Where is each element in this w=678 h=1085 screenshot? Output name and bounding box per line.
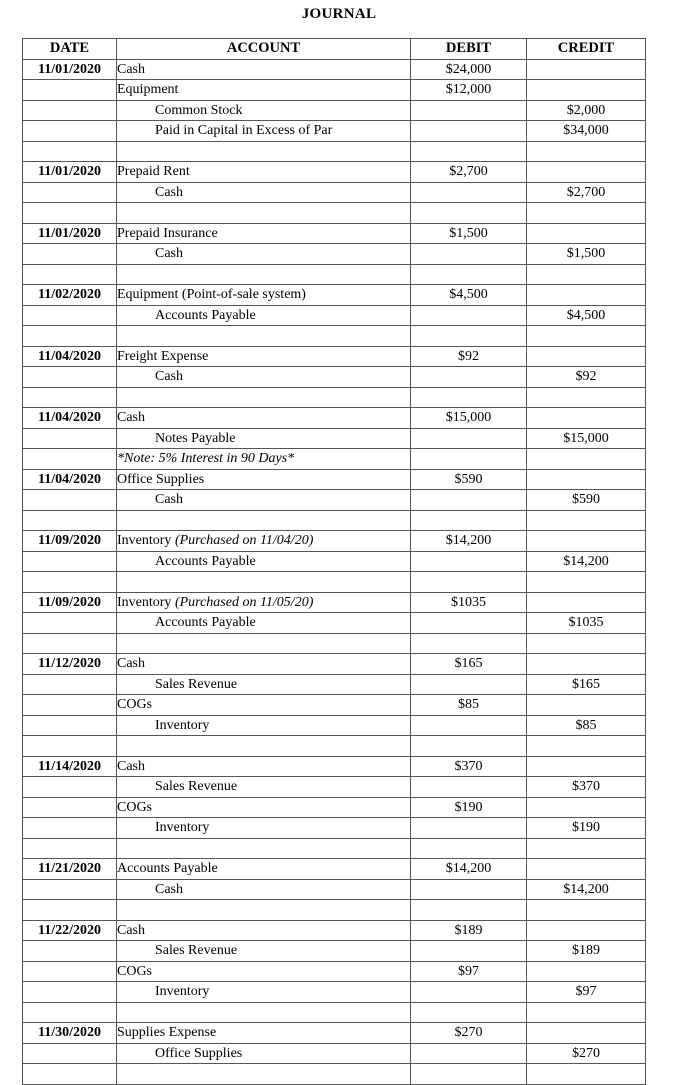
debit-cell [411,715,527,736]
date-cell [23,428,117,449]
credit-cell [527,859,646,880]
account-cell [117,818,411,839]
date-cell [23,141,117,162]
date-cell [23,1002,117,1023]
debit-cell: $4,500 [411,285,527,306]
date-cell [23,715,117,736]
account-name: Paid in Capital in Excess of Par [155,123,333,139]
credit-cell [527,326,646,347]
date-cell: 11/09/2020 [23,592,117,613]
account-name: Inventory [117,533,172,549]
credit-cell [527,387,646,408]
debit-cell [411,572,527,593]
debit-cell [411,100,527,121]
credit-cell [527,346,646,367]
table-row [23,1002,646,1023]
account-cell [117,490,411,511]
account-cell [117,1043,411,1064]
table-row [23,469,646,490]
account-name: COGs [117,963,153,979]
date-cell: 11/04/2020 [23,346,117,367]
table-row [23,1064,646,1085]
date-cell: 11/01/2020 [23,59,117,80]
table-row [23,941,646,962]
debit-cell: $12,000 [411,80,527,101]
credit-cell [527,1023,646,1044]
credit-cell [527,203,646,224]
table-row [23,674,646,695]
account-name: Inventory [155,717,210,733]
account-cell [117,223,411,244]
table-row [23,592,646,613]
debit-cell: $14,200 [411,859,527,880]
date-cell [23,818,117,839]
header-row [23,39,646,60]
credit-cell [527,469,646,490]
account-cell [117,920,411,941]
account-cell [117,367,411,388]
debit-cell: $97 [411,961,527,982]
account-name: Cash [155,881,183,897]
account-cell [117,469,411,490]
credit-cell [527,285,646,306]
credit-cell [527,141,646,162]
journal-table [22,38,646,1085]
date-cell: 11/21/2020 [23,859,117,880]
account-name: Equipment [117,82,179,98]
table-row [23,223,646,244]
account-cell [117,326,411,347]
date-cell [23,613,117,634]
account-header: ACCOUNT [117,39,411,60]
date-cell [23,879,117,900]
account-cell [117,715,411,736]
date-cell [23,900,117,921]
table-row [23,305,646,326]
credit-cell: $590 [527,490,646,511]
debit-cell [411,941,527,962]
date-cell [23,1043,117,1064]
account-name: Freight Expense [117,348,209,364]
credit-cell [527,900,646,921]
account-cell [117,941,411,962]
debit-cell: $165 [411,654,527,675]
debit-cell [411,551,527,572]
account-name: Cash [117,656,145,672]
credit-cell [527,572,646,593]
debit-cell [411,141,527,162]
credit-cell [527,756,646,777]
credit-cell: $370 [527,777,646,798]
journal-body [23,59,646,1084]
date-cell [23,100,117,121]
account-name: Inventory [117,594,172,610]
debit-cell [411,428,527,449]
date-cell [23,797,117,818]
credit-cell [527,920,646,941]
date-cell [23,490,117,511]
table-row [23,244,646,265]
credit-cell [527,510,646,531]
table-row [23,879,646,900]
account-cell [117,100,411,121]
date-cell [23,777,117,798]
date-cell [23,449,117,470]
account-name: Equipment (Point-of-sale system) [117,287,306,303]
date-cell: 11/14/2020 [23,756,117,777]
credit-cell [527,633,646,654]
account-note: (Purchased on 11/04/20) [174,533,314,549]
account-cell [117,285,411,306]
debit-cell [411,982,527,1003]
debit-cell [411,838,527,859]
table-row [23,490,646,511]
account-name: Sales Revenue [155,676,238,692]
table-row [23,182,646,203]
account-name: Notes Payable [155,430,236,446]
debit-cell [411,1043,527,1064]
account-name: Sales Revenue [155,943,238,959]
account-cell [117,695,411,716]
date-cell [23,982,117,1003]
debit-cell [411,203,527,224]
debit-cell [411,900,527,921]
table-row [23,736,646,757]
account-name: Cash [117,758,145,774]
debit-cell [411,367,527,388]
date-cell: 11/22/2020 [23,920,117,941]
table-row [23,818,646,839]
debit-cell [411,490,527,511]
table-row [23,695,646,716]
date-cell [23,736,117,757]
table-row [23,203,646,224]
table-row [23,449,646,470]
credit-cell [527,408,646,429]
account-cell [117,736,411,757]
table-row [23,285,646,306]
account-cell [117,428,411,449]
date-cell [23,633,117,654]
credit-cell [527,531,646,552]
table-row [23,1043,646,1064]
account-name: Cash [117,410,145,426]
table-row [23,654,646,675]
date-cell [23,572,117,593]
table-row [23,121,646,142]
debit-cell [411,182,527,203]
account-cell [117,59,411,80]
credit-cell [527,80,646,101]
date-cell [23,387,117,408]
account-cell [117,1023,411,1044]
table-row [23,756,646,777]
credit-cell: $1,500 [527,244,646,265]
debit-cell [411,510,527,531]
date-cell [23,941,117,962]
account-name: Accounts Payable [155,553,256,569]
account-name: COGs [117,697,153,713]
date-cell [23,1064,117,1085]
date-cell [23,695,117,716]
debit-cell: $14,200 [411,531,527,552]
account-cell [117,879,411,900]
credit-cell [527,654,646,675]
date-header: DATE [23,39,117,60]
credit-cell [527,59,646,80]
debit-cell [411,633,527,654]
account-name: Cash [155,492,183,508]
account-name: Sales Revenue [155,779,238,795]
account-cell [117,838,411,859]
table-row [23,162,646,183]
account-cell [117,613,411,634]
table-row [23,859,646,880]
account-name: *Note: 5% Interest in 90 Days* [117,451,295,467]
debit-cell [411,736,527,757]
debit-cell: $190 [411,797,527,818]
date-cell [23,961,117,982]
table-row [23,387,646,408]
debit-cell [411,121,527,142]
credit-cell: $34,000 [527,121,646,142]
account-name: Cash [155,369,183,385]
credit-cell: $97 [527,982,646,1003]
debit-cell [411,879,527,900]
debit-cell: $270 [411,1023,527,1044]
table-row [23,531,646,552]
date-cell [23,674,117,695]
table-row [23,408,646,429]
account-cell [117,244,411,265]
account-cell [117,551,411,572]
credit-cell [527,695,646,716]
table-row [23,367,646,388]
table-row [23,838,646,859]
account-cell [117,756,411,777]
debit-cell [411,264,527,285]
account-name: Office Supplies [155,1045,243,1061]
debit-cell [411,244,527,265]
credit-cell: $190 [527,818,646,839]
table-row [23,80,646,101]
account-name: Cash [155,184,183,200]
credit-cell [527,736,646,757]
table-row [23,428,646,449]
credit-cell: $92 [527,367,646,388]
account-cell [117,777,411,798]
debit-cell: $189 [411,920,527,941]
date-cell: 11/04/2020 [23,408,117,429]
account-note: (Purchased on 11/05/20) [174,594,314,610]
date-cell [23,244,117,265]
account-cell [117,510,411,531]
account-cell [117,572,411,593]
credit-cell: $4,500 [527,305,646,326]
date-cell [23,264,117,285]
debit-cell [411,613,527,634]
account-cell [117,1002,411,1023]
account-cell [117,305,411,326]
account-cell [117,531,411,552]
date-cell [23,80,117,101]
account-cell [117,387,411,408]
debit-cell: $85 [411,695,527,716]
account-name: Cash [117,61,145,77]
debit-cell: $1,500 [411,223,527,244]
date-cell [23,510,117,531]
credit-cell: $15,000 [527,428,646,449]
credit-cell [527,592,646,613]
table-row [23,961,646,982]
account-cell [117,121,411,142]
date-cell [23,182,117,203]
table-row [23,633,646,654]
credit-cell: $165 [527,674,646,695]
date-cell [23,326,117,347]
page-title: JOURNAL [301,6,377,22]
debit-cell: $370 [411,756,527,777]
account-name: Inventory [155,984,210,1000]
table-row [23,326,646,347]
account-cell [117,674,411,695]
account-cell [117,162,411,183]
account-cell [117,449,411,470]
credit-cell: $14,200 [527,879,646,900]
table-row [23,100,646,121]
credit-cell: $2,700 [527,182,646,203]
account-cell [117,900,411,921]
account-name: COGs [117,799,153,815]
debit-cell [411,305,527,326]
account-name: Cash [117,922,145,938]
account-cell [117,654,411,675]
debit-cell: $2,700 [411,162,527,183]
credit-cell: $189 [527,941,646,962]
table-row [23,715,646,736]
credit-cell [527,162,646,183]
credit-cell [527,223,646,244]
account-cell [117,182,411,203]
date-cell: 11/02/2020 [23,285,117,306]
credit-cell [527,1002,646,1023]
date-cell: 11/09/2020 [23,531,117,552]
account-cell [117,1064,411,1085]
table-row [23,982,646,1003]
debit-cell [411,1002,527,1023]
date-cell: 11/04/2020 [23,469,117,490]
account-cell [117,859,411,880]
debit-header: DEBIT [411,39,527,60]
credit-cell: $85 [527,715,646,736]
table-row [23,264,646,285]
date-cell: 11/01/2020 [23,223,117,244]
table-row [23,510,646,531]
credit-cell [527,264,646,285]
credit-cell: $2,000 [527,100,646,121]
debit-cell [411,449,527,470]
debit-cell [411,1064,527,1085]
debit-cell [411,777,527,798]
table-row [23,141,646,162]
account-cell [117,141,411,162]
account-cell [117,346,411,367]
account-cell [117,80,411,101]
debit-cell: $24,000 [411,59,527,80]
credit-cell: $270 [527,1043,646,1064]
date-cell [23,367,117,388]
date-cell [23,121,117,142]
credit-cell [527,838,646,859]
table-row [23,797,646,818]
account-cell [117,961,411,982]
account-name: Cash [155,246,183,262]
date-cell [23,305,117,326]
table-row [23,346,646,367]
account-cell [117,264,411,285]
account-name: Prepaid Insurance [117,225,218,241]
account-cell [117,982,411,1003]
account-name: Inventory [155,820,210,836]
table-row [23,1023,646,1044]
date-cell: 11/30/2020 [23,1023,117,1044]
debit-cell: $1035 [411,592,527,613]
table-row [23,777,646,798]
credit-cell: $14,200 [527,551,646,572]
date-cell: 11/01/2020 [23,162,117,183]
table-row [23,59,646,80]
account-name: Accounts Payable [155,615,256,631]
debit-cell: $590 [411,469,527,490]
debit-cell [411,387,527,408]
account-cell [117,633,411,654]
debit-cell: $15,000 [411,408,527,429]
account-name: Office Supplies [117,471,205,487]
account-name: Accounts Payable [117,861,218,877]
date-cell [23,838,117,859]
table-row [23,572,646,593]
date-cell [23,203,117,224]
date-cell [23,551,117,572]
credit-cell [527,797,646,818]
debit-cell [411,674,527,695]
account-cell [117,203,411,224]
credit-cell [527,961,646,982]
credit-cell [527,449,646,470]
table-row [23,551,646,572]
account-name: Supplies Expense [117,1025,217,1041]
account-name: Accounts Payable [155,307,256,323]
account-cell [117,592,411,613]
account-cell [117,797,411,818]
account-name: Common Stock [155,102,243,118]
table-row [23,920,646,941]
account-cell [117,408,411,429]
credit-header: CREDIT [527,39,646,60]
debit-cell: $92 [411,346,527,367]
account-name: Prepaid Rent [117,164,190,180]
credit-cell: $1035 [527,613,646,634]
debit-cell [411,818,527,839]
credit-cell [527,1064,646,1085]
table-row [23,613,646,634]
debit-cell [411,326,527,347]
date-cell: 11/12/2020 [23,654,117,675]
table-row [23,900,646,921]
